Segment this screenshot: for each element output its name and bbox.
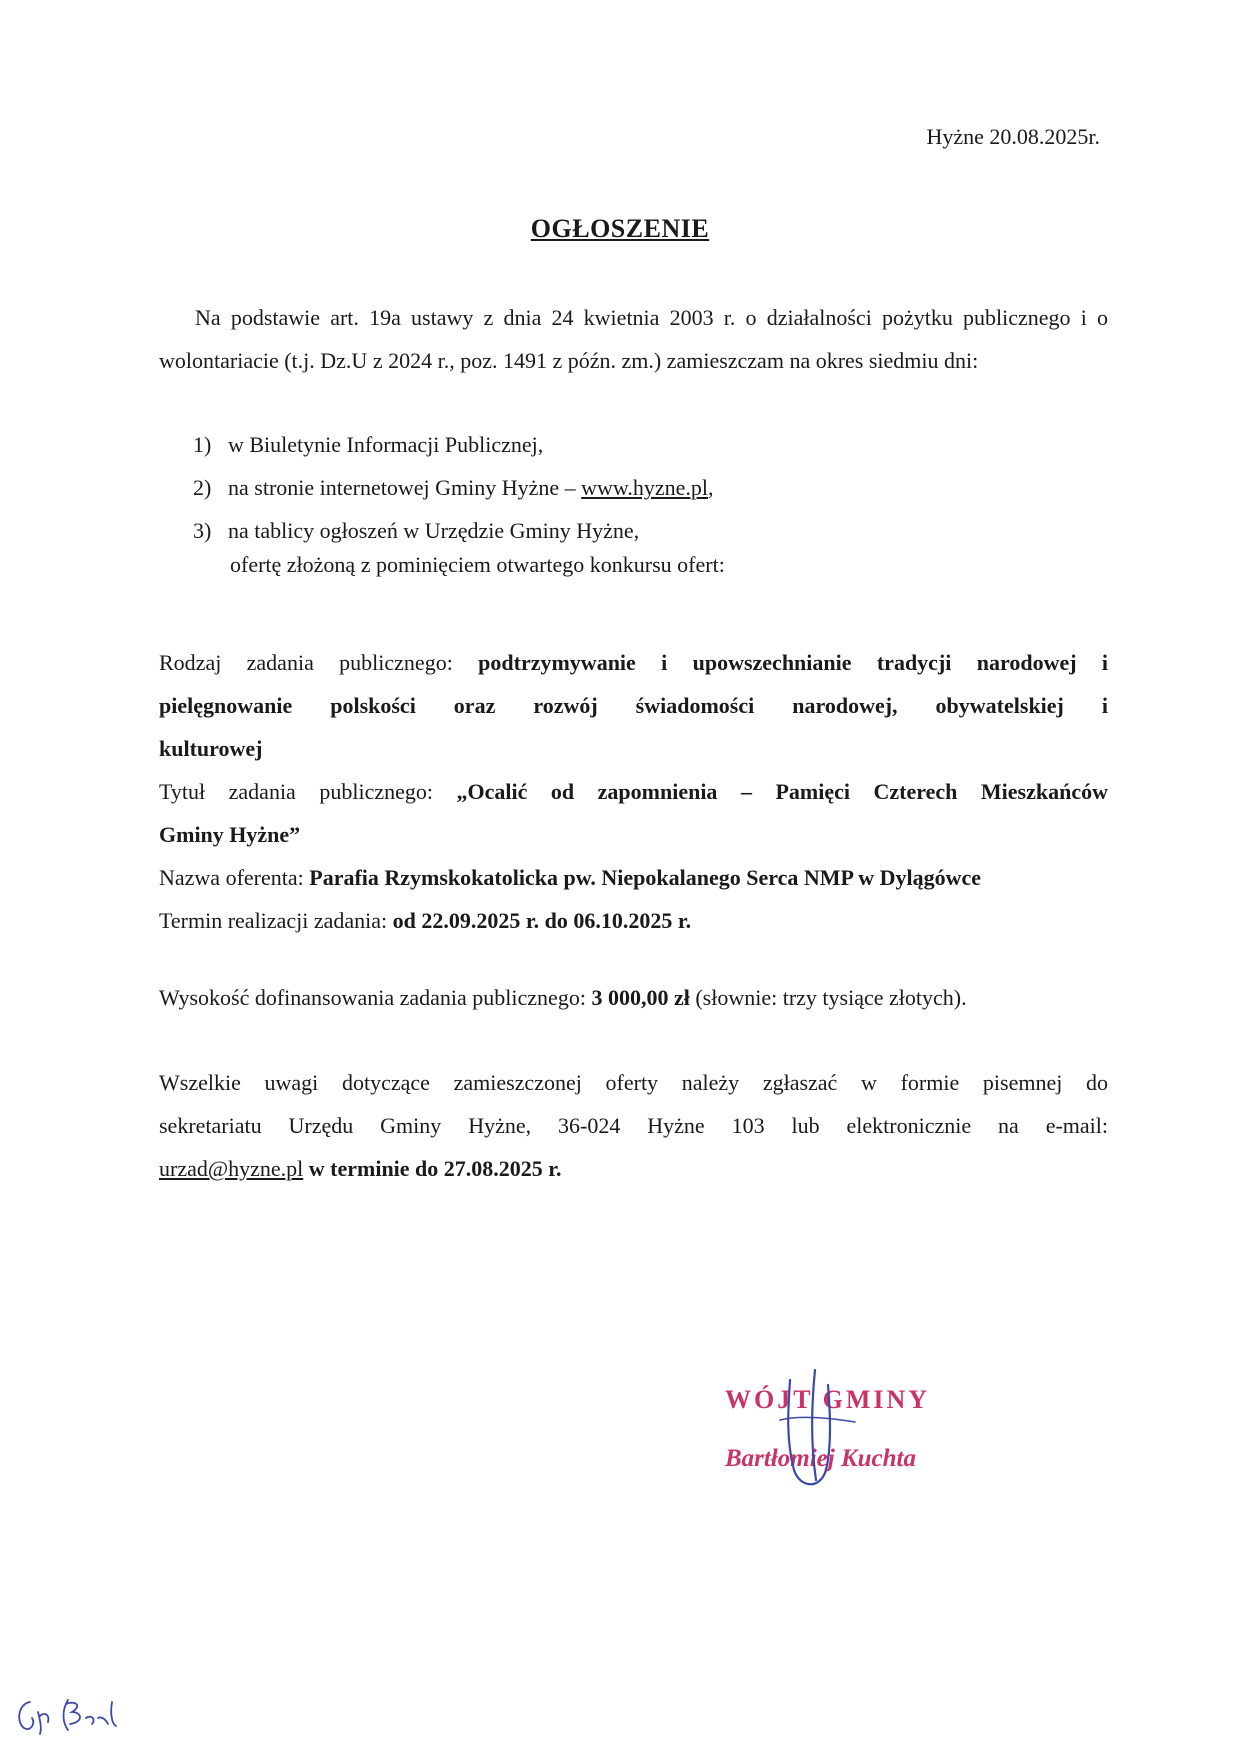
task-title-label: Tytuł zadania publicznego: (159, 779, 457, 804)
task-title-value: „Ocalić od zapomnienia – Pamięci Czterech Mieszkańców (456, 779, 1108, 804)
task-details (159, 641, 1108, 942)
bidder-value: Parafia Rzymskokatolicka pw. Niepokalanego Serca NMP w Dylągówce (309, 865, 982, 890)
list-item-text: na tablicy ogłoszeń w Urzędzie Gminy Hyżne, (228, 518, 640, 543)
intro-text: Na podstawie art. 19a ustawy z dnia 24 kwietnia 2003 r. o działalności pożytku publicznego i o wolontariacie (t.j. Dz.U z 2024 r., poz. 1491 z późn. zm.) zamieszczam na okres siedmiu dni: (159, 305, 1108, 373)
list-item (193, 509, 714, 552)
task-title-line-1 (159, 770, 1108, 813)
publication-list (193, 423, 714, 552)
remarks-line-2: sekretariatu Urzędu Gminy Hyżne, 36-024 Hyżne 103 lub elektronicznie na e-mail: (159, 1113, 1108, 1138)
term-value: od 22.09.2025 r. do 06.10.2025 r. (392, 908, 692, 933)
stamp-title: WÓJT GMINY (725, 1385, 931, 1414)
task-type-line-1 (159, 641, 1108, 684)
document-title: OGŁOSZENIE (530, 214, 710, 243)
list-item-text: na stronie internetowej Gminy Hyżne – (228, 475, 582, 500)
term-line (159, 899, 1108, 942)
list-item-number: 1) (193, 432, 212, 457)
list-item (193, 466, 714, 509)
bidder-label: Nazwa oferenta: (159, 865, 310, 890)
handwritten-signature (760, 1360, 870, 1500)
list-item-number: 3) (193, 518, 212, 543)
place-and-date: Hyżne 20.08.2025r. (926, 124, 1100, 149)
funding-amount: 3 000,00 zł (591, 985, 690, 1010)
task-type-line-3 (159, 727, 1108, 770)
list-item-punct: , (708, 475, 714, 500)
website-link[interactable]: www.hyzne.pl (581, 475, 709, 500)
funding-line (159, 976, 1108, 1019)
list-tail: ofertę złożoną z pominięciem otwartego konkursu ofert: (230, 552, 725, 577)
remarks-paragraph (159, 1061, 1108, 1190)
remarks-deadline: w terminie do 27.08.2025 r. (303, 1156, 562, 1181)
task-type-label: Rodzaj zadania publicznego: (159, 650, 479, 675)
list-item (193, 423, 714, 466)
handwritten-initials (10, 1690, 150, 1740)
remarks-line-3 (159, 1147, 1108, 1190)
term-label: Termin realizacji zadania: (159, 908, 393, 933)
intro-paragraph (159, 296, 1108, 382)
task-type-value: pielęgnowanie polskości oraz rozwój świadomości narodowej, obywatelskiej i (159, 693, 1108, 718)
task-type-line-2 (159, 684, 1108, 727)
bidder-line (159, 856, 1108, 899)
task-title-value: Gminy Hyżne” (159, 822, 301, 847)
stamp-name: Bartłomiej Kuchta (725, 1445, 917, 1472)
task-type-value: kulturowej (159, 736, 263, 761)
task-type-value: podtrzymywanie i upowszechnianie tradycji narodowej i (478, 650, 1108, 675)
list-item-text: w Biuletynie Informacji Publicznej, (228, 432, 544, 457)
remarks-line-1: Wszelkie uwagi dotyczące zamieszczonej oferty należy zgłaszać w formie pisemnej do (159, 1070, 1108, 1095)
list-item-number: 2) (193, 475, 212, 500)
funding-label: Wysokość dofinansowania zadania publicznego: (159, 985, 592, 1010)
email-link[interactable]: urzad@hyzne.pl (159, 1156, 304, 1181)
funding-words: (słownie: trzy tysiące złotych). (689, 985, 967, 1010)
task-title-line-2 (159, 813, 1108, 856)
